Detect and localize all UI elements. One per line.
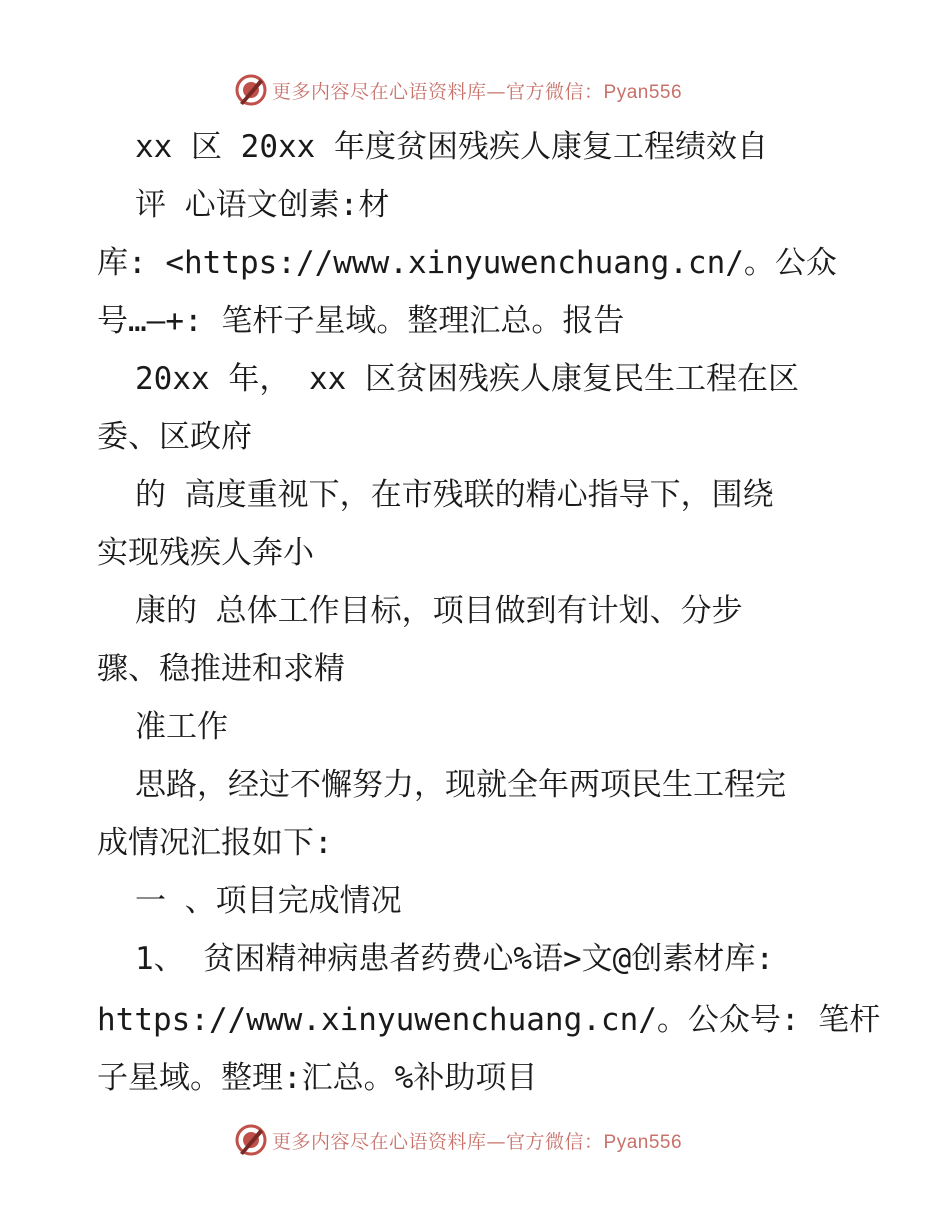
body-line: 号…—+: 笔杆子星域。整理汇总。报告 bbox=[97, 303, 625, 339]
body-line: 的 高度重视下，在市残联的精心指导下，围绕 bbox=[135, 477, 774, 513]
pen-logo-icon bbox=[234, 73, 268, 107]
watermark-banner-bottom bbox=[0, 1120, 950, 1160]
body-line: https://www.xinyuwenchuang.cn/。公众号: 笔杆 bbox=[97, 1002, 881, 1038]
body-line: 康的 总体工作目标，项目做到有计划、分步 bbox=[135, 593, 743, 629]
body-line: 实现残疾人奔小 bbox=[97, 535, 314, 571]
body-line: 骤、稳推进和求精 bbox=[97, 651, 345, 687]
pen-logo-icon bbox=[234, 1123, 268, 1157]
body-line: 20xx 年， xx 区贫困残疾人康复民生工程在区 bbox=[135, 361, 799, 397]
section-heading: 一 、项目完成情况 bbox=[135, 883, 402, 919]
body-line: 库: <https://www.xinyuwenchuang.cn/。公众 bbox=[97, 245, 837, 281]
document-title-line-2: 评 心语文创素:材 bbox=[135, 187, 390, 223]
document-title-line-1: xx 区 20xx 年度贫困残疾人康复工程绩效自 bbox=[135, 129, 768, 165]
body-line: 1、 贫困精神病患者药费心%语>文@创素材库: bbox=[135, 941, 774, 977]
body-line: 委、区政府 bbox=[97, 419, 252, 455]
watermark-text: 更多内容尽在心语资料库—官方微信：Pyan556 bbox=[272, 81, 683, 103]
watermark-banner-top bbox=[0, 70, 950, 110]
body-line: 准工作 bbox=[135, 709, 228, 745]
body-line: 成情况汇报如下: bbox=[97, 825, 333, 861]
watermark-text: 更多内容尽在心语资料库—官方微信：Pyan556 bbox=[272, 1131, 683, 1153]
body-line: 子星域。整理:汇总。%补助项目 bbox=[97, 1060, 538, 1096]
body-line: 思路，经过不懈努力，现就全年两项民生工程完 bbox=[135, 767, 786, 803]
